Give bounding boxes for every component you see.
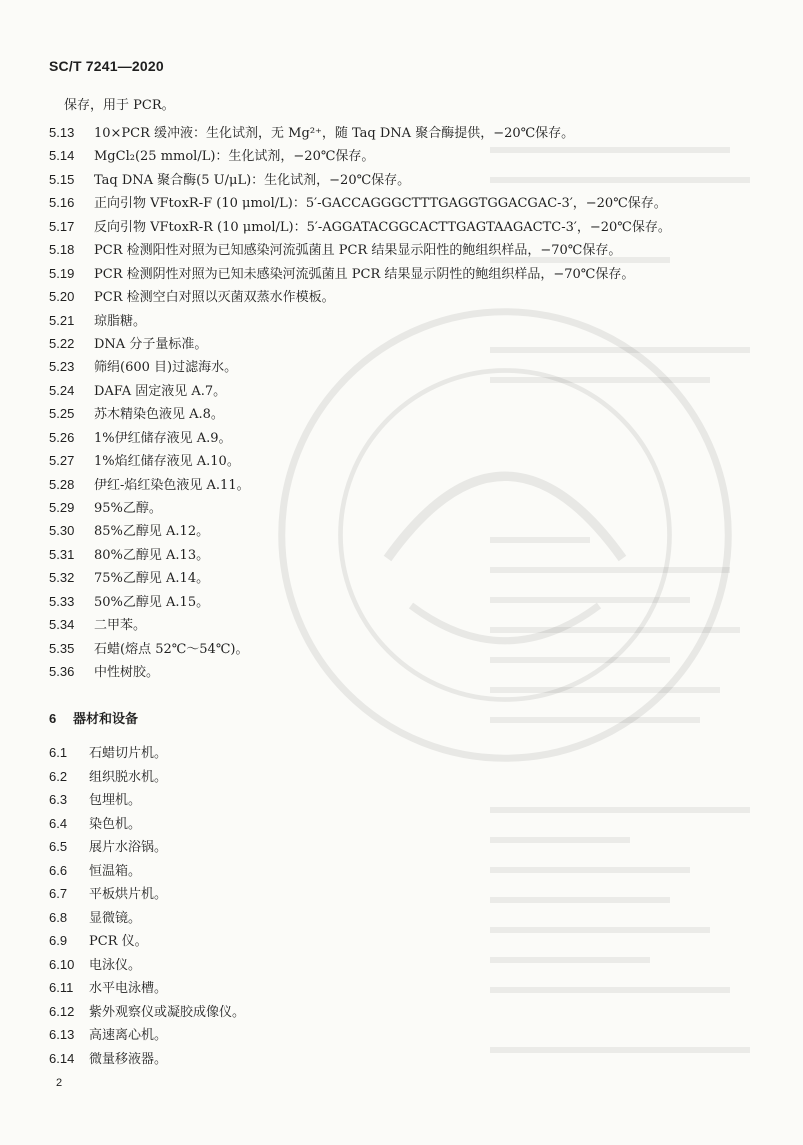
list-item (49, 976, 769, 1000)
list-item (49, 590, 769, 613)
list-item (49, 496, 769, 519)
item-number: 6.4 (49, 815, 68, 831)
item-number: 5.19 (49, 265, 75, 281)
item-number: 5.15 (49, 171, 75, 187)
item-number: 5.26 (49, 429, 75, 445)
list-item (49, 379, 769, 402)
item-text: 高速离心机。 (89, 1028, 168, 1043)
item-number: 5.23 (49, 359, 75, 375)
item-number: 6.1 (49, 745, 68, 760)
item-text: 水平电泳槽。 (89, 981, 168, 996)
item-number: 5.33 (49, 593, 75, 609)
item-number: 6.12 (49, 1003, 75, 1019)
item-text: 1%焰红储存液见 A.10。 (94, 454, 240, 470)
item-text: 染色机。 (89, 816, 142, 832)
list-item (49, 660, 769, 683)
item-number: 5.34 (49, 617, 75, 633)
item-text: 琼脂糖。 (94, 313, 147, 329)
item-text: 1%伊红储存液见 A.9。 (94, 430, 232, 446)
list-item (49, 637, 769, 660)
item-number: 6.5 (49, 839, 68, 854)
item-number: 5.36 (49, 664, 75, 680)
list-item (49, 355, 769, 378)
item-text: 80%乙醇见 A.13。 (94, 547, 210, 563)
item-text: 恒温箱。 (89, 863, 142, 879)
item-number: 6.2 (49, 768, 68, 784)
item-text: 85%乙醇见 A.12。 (94, 524, 210, 540)
list-item (49, 473, 769, 496)
section-title: 器材和设备 (73, 711, 139, 726)
list-item (49, 449, 769, 472)
list-item (49, 882, 769, 906)
item-number: 5.20 (49, 289, 75, 305)
list-item (49, 426, 769, 449)
list-item (49, 953, 769, 977)
item-number: 5.16 (49, 195, 75, 211)
item-number: 5.22 (49, 335, 75, 351)
item-number: 6.7 (49, 886, 68, 901)
item-number: 5.25 (49, 406, 75, 422)
item-number: 6.9 (49, 933, 68, 948)
item-text: MgCl₂(25 mmol/L)：生化试剂，−20℃保存。 (94, 149, 375, 165)
item-number: 5.24 (49, 382, 75, 398)
item-number: 6.10 (49, 956, 75, 972)
item-number: 5.30 (49, 523, 75, 539)
list-item (49, 238, 769, 261)
list-item (49, 906, 769, 930)
list-item (49, 519, 769, 542)
item-text: 二甲苯。 (94, 618, 147, 634)
item-text: 中性树胶。 (94, 665, 160, 681)
list-item (49, 1023, 769, 1047)
list-item (49, 929, 769, 953)
item-text: 微量移液器。 (89, 1051, 168, 1067)
list-item (49, 332, 769, 355)
item-text: 筛绢(600 目)过滤海水。 (94, 360, 238, 376)
item-text: 平板烘片机。 (89, 887, 168, 902)
item-number: 5.21 (49, 312, 75, 328)
standard-code-header: SC/T 7241—2020 (49, 58, 164, 74)
item-number: 5.35 (49, 640, 75, 656)
item-number: 6.13 (49, 1027, 75, 1042)
item-text: 反向引物 VFtoxR-R (10 μmol/L)：5′-AGGATACGGCACTTGAGTAAGACTC-3′，−20℃保存。 (94, 219, 671, 235)
item-number: 6.6 (49, 862, 68, 878)
item-text: 石蜡切片机。 (89, 746, 168, 761)
item-text: PCR 检测阳性对照为已知感染河流弧菌且 PCR 结果显示阳性的鲍组织样品，−70℃保存。 (94, 243, 622, 259)
reagent-list (49, 121, 769, 684)
item-text: DAFA 固定液见 A.7。 (94, 383, 227, 399)
item-text: 电泳仪。 (89, 957, 142, 973)
item-text: 苏木精染色液见 A.8。 (94, 407, 224, 423)
list-item (49, 835, 769, 859)
section-heading (49, 708, 138, 727)
item-text: 组织脱水机。 (89, 769, 168, 785)
list-item (49, 566, 769, 589)
item-number: 5.14 (49, 148, 75, 164)
item-number: 5.32 (49, 570, 75, 586)
list-item (49, 788, 769, 812)
page-number: 2 (56, 1077, 63, 1089)
list-item (49, 859, 769, 883)
item-number: 5.28 (49, 476, 75, 492)
list-item (49, 215, 769, 238)
list-item (49, 191, 769, 214)
list-item (49, 144, 769, 167)
item-text: 75%乙醇见 A.14。 (94, 571, 210, 587)
continuation-text: 保存，用于 PCR。 (64, 98, 175, 113)
item-text: 10×PCR 缓冲液：生化试剂，无 Mg²⁺，随 Taq DNA 聚合酶提供，−20℃保存。 (94, 126, 575, 141)
item-number: 5.18 (49, 242, 75, 258)
list-item (49, 309, 769, 332)
list-item (49, 262, 769, 285)
item-text: 伊红-焰红染色液见 A.11。 (94, 477, 250, 493)
list-item (49, 168, 769, 191)
item-text: 正向引物 VFtoxR-F (10 μmol/L)：5′-GACCAGGGCTTTGAGGTGGACGAC-3′，−20℃保存。 (94, 196, 667, 212)
item-number: 6.14 (49, 1050, 75, 1066)
list-item (49, 402, 769, 425)
item-number: 6.3 (49, 792, 68, 807)
item-number: 5.31 (49, 546, 75, 562)
item-number: 5.17 (49, 218, 75, 234)
item-number: 5.27 (49, 453, 75, 469)
item-number: 5.29 (49, 500, 75, 515)
item-number: 6.8 (49, 909, 68, 925)
item-text: 紫外观察仪或凝胶成像仪。 (89, 1004, 246, 1020)
item-text: PCR 检测阴性对照为已知未感染河流弧菌且 PCR 结果显示阴性的鲍组织样品，−70℃保存。 (94, 266, 635, 282)
item-text: 95%乙醇。 (94, 501, 162, 516)
list-item (49, 1047, 769, 1071)
item-text: DNA 分子量标准。 (94, 336, 208, 352)
list-item (49, 121, 769, 144)
item-number: 5.13 (49, 125, 75, 140)
item-text: 50%乙醇见 A.15。 (94, 594, 210, 610)
equipment-list (49, 741, 769, 1070)
section-number: 6 (49, 711, 57, 726)
item-text: Taq DNA 聚合酶(5 U/μL)：生化试剂，−20℃保存。 (94, 172, 411, 188)
item-text: PCR 仪。 (89, 934, 148, 949)
list-item (49, 812, 769, 836)
list-item (49, 1000, 769, 1024)
item-text: 包埋机。 (89, 793, 142, 808)
item-text: PCR 检测空白对照以灭菌双蒸水作模板。 (94, 290, 335, 306)
item-number: 6.11 (49, 980, 74, 995)
list-item (49, 543, 769, 566)
item-text: 展片水浴锅。 (89, 840, 168, 855)
item-text: 石蜡(熔点 52℃～54℃)。 (94, 641, 249, 657)
list-item (49, 765, 769, 789)
list-item (49, 613, 769, 636)
item-text: 显微镜。 (89, 910, 142, 926)
list-item (49, 741, 769, 765)
list-item (49, 285, 769, 308)
